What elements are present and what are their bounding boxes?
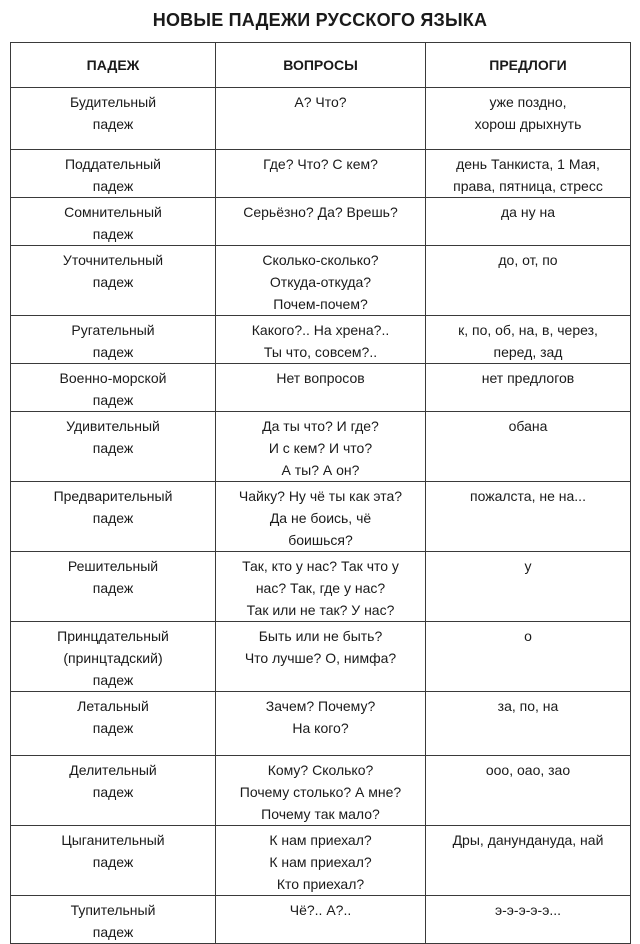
questions-line: Какого?.. На хрена?.. bbox=[251, 322, 390, 338]
table-row bbox=[11, 552, 631, 622]
case-line: падеж bbox=[92, 226, 134, 242]
case-line: (принцтадский) bbox=[63, 650, 163, 666]
prepositions-line: о bbox=[524, 628, 532, 644]
case-line: падеж bbox=[92, 510, 134, 526]
prepositions-cell bbox=[426, 896, 631, 944]
questions-line: Так или не так? У нас? bbox=[246, 602, 395, 618]
questions-line: Кому? Сколько? bbox=[267, 762, 374, 778]
case-cell bbox=[11, 756, 216, 826]
case-line: падеж bbox=[92, 392, 134, 408]
table-row bbox=[11, 412, 631, 482]
questions-line: Сколько-сколько? bbox=[262, 252, 379, 268]
questions-line: Что лучше? О, нимфа? bbox=[244, 650, 397, 666]
table-row bbox=[11, 150, 631, 198]
case-line: Решительный bbox=[67, 558, 159, 574]
table-row bbox=[11, 364, 631, 412]
questions-cell bbox=[216, 364, 426, 412]
case-line: Цыганительный bbox=[61, 832, 165, 848]
questions-cell bbox=[216, 552, 426, 622]
case-line: Поддательный bbox=[64, 156, 161, 172]
prepositions-line: уже поздно, bbox=[489, 94, 567, 110]
case-cell bbox=[11, 826, 216, 896]
prepositions-line: за, по, на bbox=[497, 698, 559, 714]
prepositions-line: день Танкиста, 1 Мая, bbox=[456, 156, 600, 172]
header-questions: ВОПРОСЫ bbox=[216, 43, 426, 88]
case-line: Ругательный bbox=[71, 322, 155, 338]
questions-line: Так, кто у нас? Так что у bbox=[242, 558, 399, 574]
table-row bbox=[11, 482, 631, 552]
case-line: Принцдательный bbox=[57, 628, 169, 644]
questions-line: Почему столько? А мне? bbox=[239, 784, 402, 800]
case-cell bbox=[11, 316, 216, 364]
prepositions-cell bbox=[426, 756, 631, 826]
prepositions-cell bbox=[426, 622, 631, 692]
table-row bbox=[11, 756, 631, 826]
table-row bbox=[11, 246, 631, 316]
questions-line: Чайку? Ну чё ты как эта? bbox=[238, 488, 403, 504]
case-line: падеж bbox=[92, 274, 134, 290]
page-title: НОВЫЕ ПАДЕЖИ РУССКОГО ЯЗЫКА bbox=[152, 10, 488, 30]
questions-line: Серьёзно? Да? Врешь? bbox=[243, 204, 398, 220]
prepositions-line: пожалста, не на... bbox=[470, 488, 586, 504]
table-row bbox=[11, 316, 631, 364]
questions-cell bbox=[216, 692, 426, 756]
prepositions-line: Дры, данунданудa, най bbox=[452, 832, 604, 848]
case-cell bbox=[11, 896, 216, 944]
case-line: падеж bbox=[92, 784, 134, 800]
case-cell bbox=[11, 552, 216, 622]
questions-line: А ты? А он? bbox=[281, 462, 360, 478]
questions-line: Почем-почем? bbox=[273, 296, 368, 312]
prepositions-line: у bbox=[524, 558, 532, 574]
questions-cell bbox=[216, 246, 426, 316]
questions-line: Ты что, совсем?.. bbox=[263, 344, 378, 360]
questions-line: Откуда-откуда? bbox=[269, 274, 372, 290]
questions-line: На кого? bbox=[292, 720, 349, 736]
questions-line: Чё?.. А?.. bbox=[289, 902, 352, 918]
case-cell bbox=[11, 412, 216, 482]
case-line: падеж bbox=[92, 178, 134, 194]
prepositions-line: до, от, по bbox=[498, 252, 558, 268]
case-line: падеж bbox=[92, 672, 134, 688]
prepositions-line: ооо, оао, зао bbox=[485, 762, 571, 778]
case-line: Уточнительный bbox=[62, 252, 164, 268]
case-line: падеж bbox=[92, 924, 134, 940]
case-cell bbox=[11, 482, 216, 552]
questions-line: Почему так мало? bbox=[261, 806, 380, 822]
case-line: Сомнительный bbox=[64, 204, 162, 220]
case-cell bbox=[11, 692, 216, 756]
case-cell bbox=[11, 622, 216, 692]
prepositions-line: нет предлогов bbox=[481, 370, 575, 386]
case-line: Делительный bbox=[69, 762, 157, 778]
prepositions-line: права, пятница, стресс bbox=[453, 178, 603, 194]
questions-line: К нам приехал? bbox=[269, 832, 372, 848]
prepositions-line: да ну на bbox=[501, 204, 555, 220]
prepositions-cell bbox=[426, 198, 631, 246]
case-line: падеж bbox=[92, 720, 134, 736]
case-line: Летальный bbox=[77, 698, 149, 714]
prepositions-line: перед, зад bbox=[493, 344, 563, 360]
questions-cell bbox=[216, 150, 426, 198]
questions-line: Да ты что? И где? bbox=[262, 418, 379, 434]
case-line: Удивительный bbox=[66, 418, 160, 434]
case-line: падеж bbox=[92, 580, 134, 596]
case-line: Будительный bbox=[69, 94, 157, 110]
questions-line: К нам приехал? bbox=[269, 854, 372, 870]
questions-cell bbox=[216, 198, 426, 246]
table-row bbox=[11, 198, 631, 246]
questions-line: А? Что? bbox=[294, 94, 347, 110]
table-row bbox=[11, 692, 631, 756]
table-row bbox=[11, 88, 631, 150]
questions-line: Зачем? Почему? bbox=[265, 698, 376, 714]
header-row bbox=[11, 43, 631, 88]
table-row bbox=[11, 622, 631, 692]
prepositions-line: э-э-э-э-э... bbox=[494, 902, 562, 918]
questions-line: Где? Что? С кем? bbox=[263, 156, 378, 172]
case-cell bbox=[11, 88, 216, 150]
table-row bbox=[11, 826, 631, 896]
table-body bbox=[11, 88, 631, 944]
questions-line: И с кем? И что? bbox=[268, 440, 373, 456]
questions-cell bbox=[216, 756, 426, 826]
prepositions-cell bbox=[426, 246, 631, 316]
case-cell bbox=[11, 364, 216, 412]
questions-cell bbox=[216, 88, 426, 150]
questions-line: Нет вопросов bbox=[276, 370, 365, 386]
prepositions-cell bbox=[426, 150, 631, 198]
prepositions-cell bbox=[426, 826, 631, 896]
prepositions-line: к, по, об, на, в, через, bbox=[458, 322, 598, 338]
questions-cell bbox=[216, 316, 426, 364]
questions-line: Да не боись, чё bbox=[269, 510, 372, 526]
case-cell bbox=[11, 150, 216, 198]
case-cell bbox=[11, 246, 216, 316]
cases-table bbox=[10, 42, 631, 944]
questions-cell bbox=[216, 482, 426, 552]
prepositions-line: хорош дрыхнуть bbox=[474, 116, 582, 132]
case-cell bbox=[11, 198, 216, 246]
questions-line: нас? Так, где у нас? bbox=[255, 580, 386, 596]
table-row bbox=[11, 896, 631, 944]
case-line: падеж bbox=[92, 116, 134, 132]
header-prepositions: ПРЕДЛОГИ bbox=[426, 43, 631, 88]
header-case: ПАДЕЖ bbox=[11, 43, 216, 88]
questions-cell bbox=[216, 622, 426, 692]
case-line: Тупительный bbox=[70, 902, 156, 918]
prepositions-cell bbox=[426, 316, 631, 364]
questions-line: Быть или не быть? bbox=[258, 628, 383, 644]
case-line: падеж bbox=[92, 344, 134, 360]
questions-cell bbox=[216, 412, 426, 482]
questions-cell bbox=[216, 826, 426, 896]
questions-cell bbox=[216, 896, 426, 944]
case-line: падеж bbox=[92, 854, 134, 870]
questions-line: боишься? bbox=[288, 532, 353, 548]
prepositions-cell bbox=[426, 364, 631, 412]
questions-line: Кто приехал? bbox=[276, 876, 365, 892]
case-line: Предварительный bbox=[53, 488, 173, 504]
prepositions-cell bbox=[426, 552, 631, 622]
case-line: падеж bbox=[92, 440, 134, 456]
prepositions-cell bbox=[426, 482, 631, 552]
case-line: Военно-морской bbox=[59, 370, 167, 386]
prepositions-line: обана bbox=[508, 418, 548, 434]
prepositions-cell bbox=[426, 412, 631, 482]
prepositions-cell bbox=[426, 692, 631, 756]
prepositions-cell bbox=[426, 88, 631, 150]
